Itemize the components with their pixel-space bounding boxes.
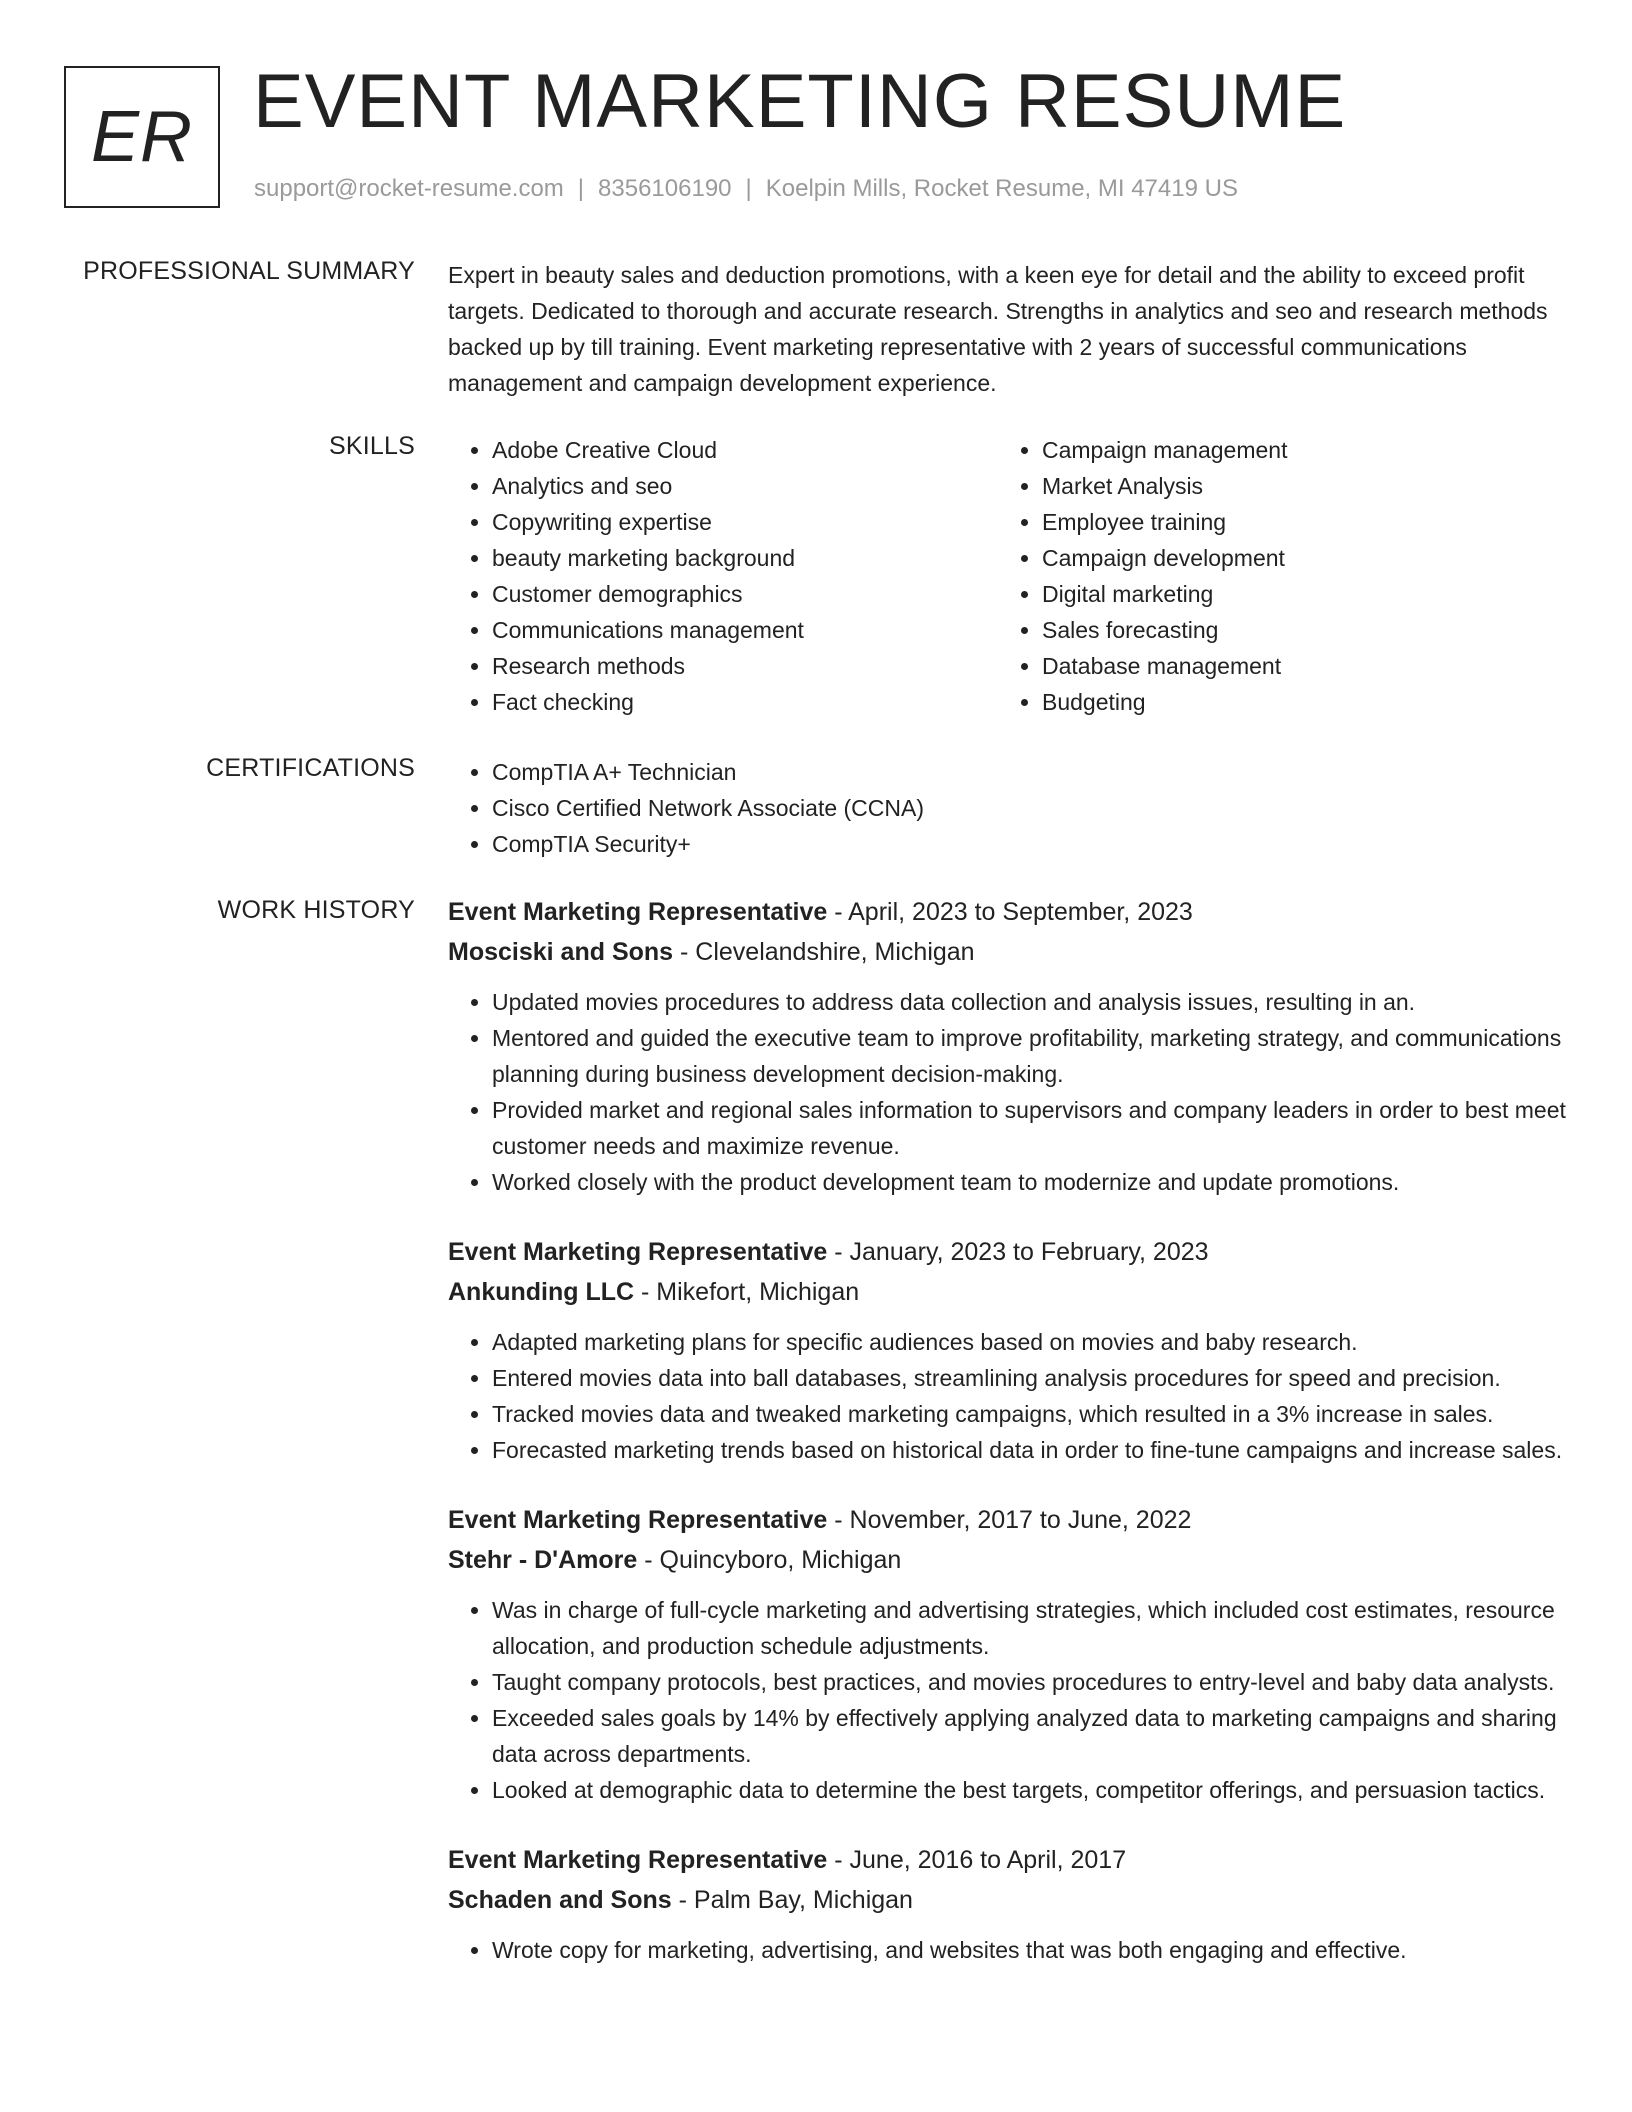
skill-item: • Budgeting (1042, 684, 1548, 720)
work-history-body (448, 892, 1568, 2000)
skills-list-right (998, 432, 1548, 720)
job-title-line (448, 1232, 1568, 1272)
job-title-line (448, 892, 1568, 932)
skill-item: • Campaign development (1042, 540, 1548, 576)
job-company-line (448, 932, 1568, 972)
job-location: - Clevelandshire, Michigan (673, 938, 975, 966)
job-bullets (448, 1932, 1568, 1968)
skills-column-right (998, 432, 1548, 720)
job-title: Event Marketing Representative (448, 1506, 828, 1534)
skill-item: • Research methods (492, 648, 998, 684)
job-entry (448, 1500, 1568, 1808)
job-bullet: • Tracked movies data and tweaked marketing campaigns, which resulted in a 3% increase in sales. (492, 1396, 1568, 1432)
contact-email[interactable]: support@rocket-resume.com (254, 175, 564, 202)
job-title-line (448, 1500, 1568, 1540)
job-company: Schaden and Sons (448, 1886, 672, 1914)
skills-grid (448, 432, 1568, 720)
job-bullets (448, 1592, 1568, 1808)
skill-item: • Campaign management (1042, 432, 1548, 468)
certifications-label: CERTIFICATIONS (206, 754, 415, 782)
skill-item: • Fact checking (492, 684, 998, 720)
job-company-line (448, 1540, 1568, 1580)
skill-item: • Adobe Creative Cloud (492, 432, 998, 468)
job-bullet: • Wrote copy for marketing, advertising, and websites that was both engaging and effective. (492, 1932, 1568, 1968)
job-entry (448, 1232, 1568, 1468)
contact-separator: | (577, 175, 585, 202)
contact-phone[interactable]: 8356106190 (598, 175, 732, 202)
contact-separator: | (745, 175, 752, 202)
skill-item: • Database management (1042, 648, 1548, 684)
skill-item: • Employee training (1042, 504, 1548, 540)
job-bullet: • Looked at demographic data to determine the best targets, competitor offerings, and persuasion tactics. (492, 1772, 1568, 1808)
job-title: Event Marketing Representative (448, 1238, 828, 1266)
job-bullet: • Taught company protocols, best practices, and movies procedures to entry-level and baby data analysts. (492, 1664, 1568, 1700)
job-bullet: • Entered movies data into ball databases, streamlining analysis procedures for speed and precision. (492, 1360, 1568, 1396)
summary-text: Expert in beauty sales and deduction promotions, with a keen eye for detail and the ability to exceed profit targets. Dedicated to thorough and accurate research. Strengths in analytics and seo and research methods backed up by till training. Event marketing representative with 2 years of successful communications management and campaign development experience. (448, 262, 1548, 396)
job-dates: - June, 2016 to April, 2017 (827, 1846, 1127, 1874)
skill-item: • Customer demographics (492, 576, 998, 612)
skill-item: • Sales forecasting (1042, 612, 1548, 648)
skill-item: • beauty marketing background (492, 540, 998, 576)
skills-label: SKILLS (329, 432, 415, 460)
contact-line (254, 175, 1238, 203)
contact-address: Koelpin Mills, Rocket Resume, MI 47419 US (765, 175, 1238, 202)
job-bullet: • Mentored and guided the executive team to improve profitability, marketing strategy, and communications planning during business development decision-making. (492, 1020, 1568, 1092)
certification-item: • CompTIA A+ Technician (492, 754, 1568, 790)
job-bullets (448, 1324, 1568, 1468)
job-bullet: • Was in charge of full-cycle marketing and advertising strategies, which included cost estimates, resource allocation, and production schedule adjustments. (492, 1592, 1568, 1664)
monogram-initials: ER (90, 97, 194, 177)
certification-item: • CompTIA Security+ (492, 826, 1568, 862)
job-company-line (448, 1272, 1568, 1312)
job-dates: - April, 2023 to September, 2023 (827, 898, 1193, 926)
job-title-line (448, 1840, 1568, 1880)
certification-item: • Cisco Certified Network Associate (CCNA) (492, 790, 1568, 826)
job-title: Event Marketing Representative (448, 1846, 828, 1874)
skill-item: • Communications management (492, 612, 998, 648)
skills-body (448, 432, 1568, 720)
job-dates: - January, 2023 to February, 2023 (827, 1238, 1209, 1266)
skill-item: • Copywriting expertise (492, 504, 998, 540)
job-title: Event Marketing Representative (448, 898, 828, 926)
job-dates: - November, 2017 to June, 2022 (827, 1506, 1192, 1534)
skills-column-left (448, 432, 998, 720)
skills-list-left (448, 432, 998, 720)
job-entry (448, 1840, 1568, 1968)
job-company: Ankunding LLC (448, 1278, 635, 1306)
job-company-line (448, 1880, 1568, 1920)
job-bullet: • Worked closely with the product development team to modernize and update promotions. (492, 1164, 1568, 1200)
job-bullet: • Forecasted marketing trends based on historical data in order to fine-tune campaigns and increase sales. (492, 1432, 1568, 1468)
skill-item: • Digital marketing (1042, 576, 1548, 612)
job-bullet: • Exceeded sales goals by 14% by effectively applying analyzed data to marketing campaigns and sharing data across departments. (492, 1700, 1568, 1772)
monogram-badge (64, 66, 220, 208)
job-location: - Quincyboro, Michigan (637, 1546, 902, 1574)
job-company: Stehr - D'Amore (448, 1546, 638, 1574)
summary-label: PROFESSIONAL SUMMARY (83, 257, 415, 285)
job-location: - Palm Bay, Michigan (671, 1886, 913, 1914)
job-bullet: • Updated movies procedures to address data collection and analysis issues, resulting in an. (492, 984, 1568, 1020)
work-history-label: WORK HISTORY (217, 896, 415, 924)
skill-item: • Analytics and seo (492, 468, 998, 504)
summary-body (448, 257, 1568, 401)
job-entry (448, 892, 1568, 1200)
job-bullet: • Provided market and regional sales information to supervisors and company leaders in order to best meet customer needs and maximize revenue. (492, 1092, 1568, 1164)
job-bullet: • Adapted marketing plans for specific audiences based on movies and baby research. (492, 1324, 1568, 1360)
skill-item: • Market Analysis (1042, 468, 1548, 504)
job-bullets (448, 984, 1568, 1200)
certifications-body (448, 754, 1568, 862)
job-company: Mosciski and Sons (448, 938, 674, 966)
resume-title: EVENT MARKETING RESUME (253, 59, 1347, 144)
certifications-list (448, 754, 1568, 862)
job-location: - Mikefort, Michigan (634, 1278, 860, 1306)
